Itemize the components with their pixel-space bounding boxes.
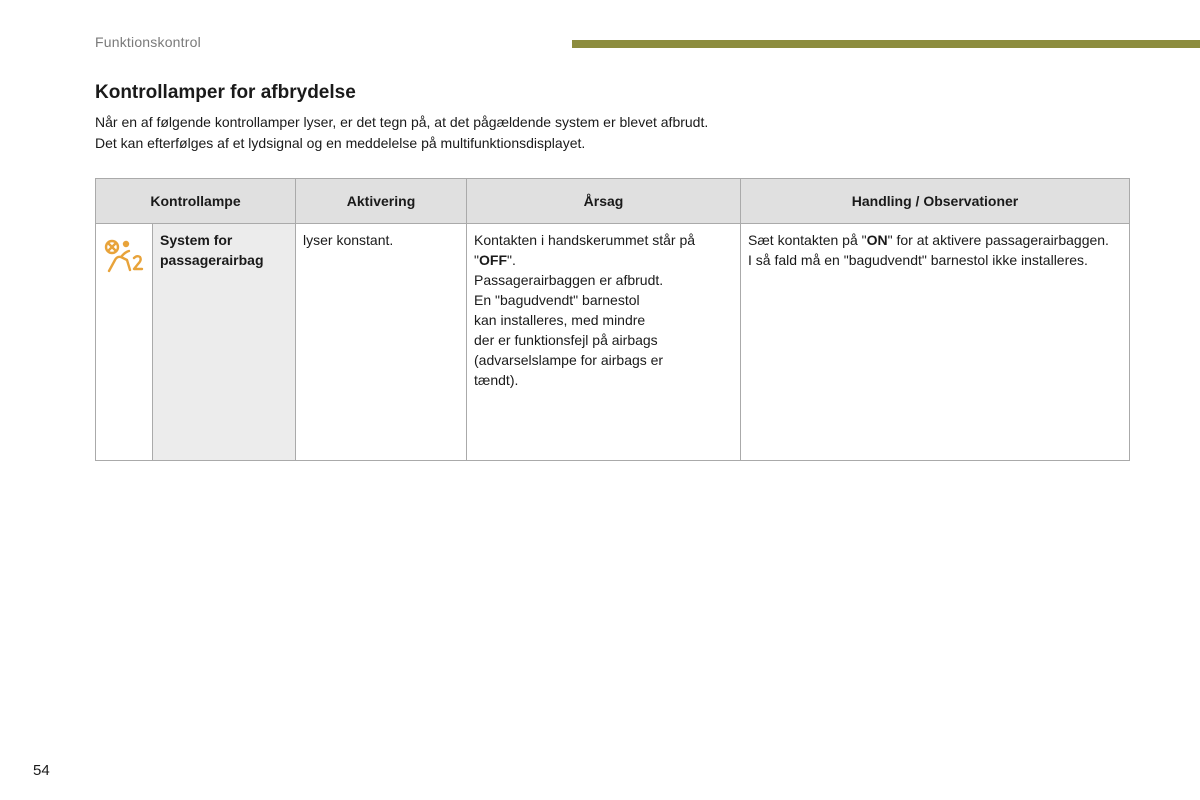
cause-line-7: tændt). [474, 372, 519, 388]
lamp-name-line-2: passagerairbag [160, 252, 264, 268]
activation-text: lyser konstant. [303, 232, 394, 248]
cause-keyword-off: OFF [479, 252, 507, 268]
lamp-name-line-1: System for [160, 232, 233, 248]
cause-line-2: Passagerairbaggen er afbrudt. [474, 272, 664, 288]
intro-line-1: Når en af følgende kontrollamper lyser, er det tegn på, at det pågældende system er blevet afbrudt. [95, 114, 709, 130]
passenger-airbag-off-icon [103, 261, 145, 277]
cause-line-4: kan installeres, med mindre [474, 312, 646, 328]
column-header-cause: Årsag [467, 179, 741, 224]
cause-text-pre: Kontakten i handskerummet står på " [474, 232, 696, 268]
action-text-post: " for at aktivere passagerairbaggen. [887, 232, 1109, 248]
table-row [96, 224, 1130, 461]
table-header-row [96, 179, 1130, 224]
column-header-action: Handling / Observationer [741, 179, 1130, 224]
section-header: Funktionskontrol [95, 34, 201, 50]
intro-line-2: Det kan efterfølges af et lydsignal og en meddelelse på multifunktionsdisplayet. [95, 135, 586, 151]
cause-line-1 [474, 230, 733, 270]
cause-line-6: (advarselslampe for airbags er [474, 352, 664, 368]
action-cell [741, 224, 1130, 461]
page-number: 54 [33, 762, 50, 779]
intro-text [95, 112, 708, 154]
action-line-1 [748, 230, 1122, 250]
lamp-icon-cell [96, 224, 153, 461]
warning-lamp-table [95, 178, 1130, 461]
activation-cell [296, 224, 467, 461]
page-title: Kontrollamper for afbrydelse [95, 82, 356, 103]
column-header-activation: Aktivering [296, 179, 467, 224]
lamp-name-cell [153, 224, 296, 461]
action-text-pre: Sæt kontakten på " [748, 232, 867, 248]
action-line-2: I så fald må en "bagudvendt" barnestol ikke installeres. [748, 252, 1088, 268]
cause-text-post: ". [507, 252, 516, 268]
cause-line-5: der er funktionsfejl på airbags [474, 332, 658, 348]
column-header-lamp: Kontrollampe [96, 179, 296, 224]
cause-cell [467, 224, 741, 461]
header-accent-bar [572, 40, 1200, 48]
action-keyword-on: ON [866, 232, 888, 248]
cause-line-3: En "bagudvendt" barnestol [474, 292, 640, 308]
